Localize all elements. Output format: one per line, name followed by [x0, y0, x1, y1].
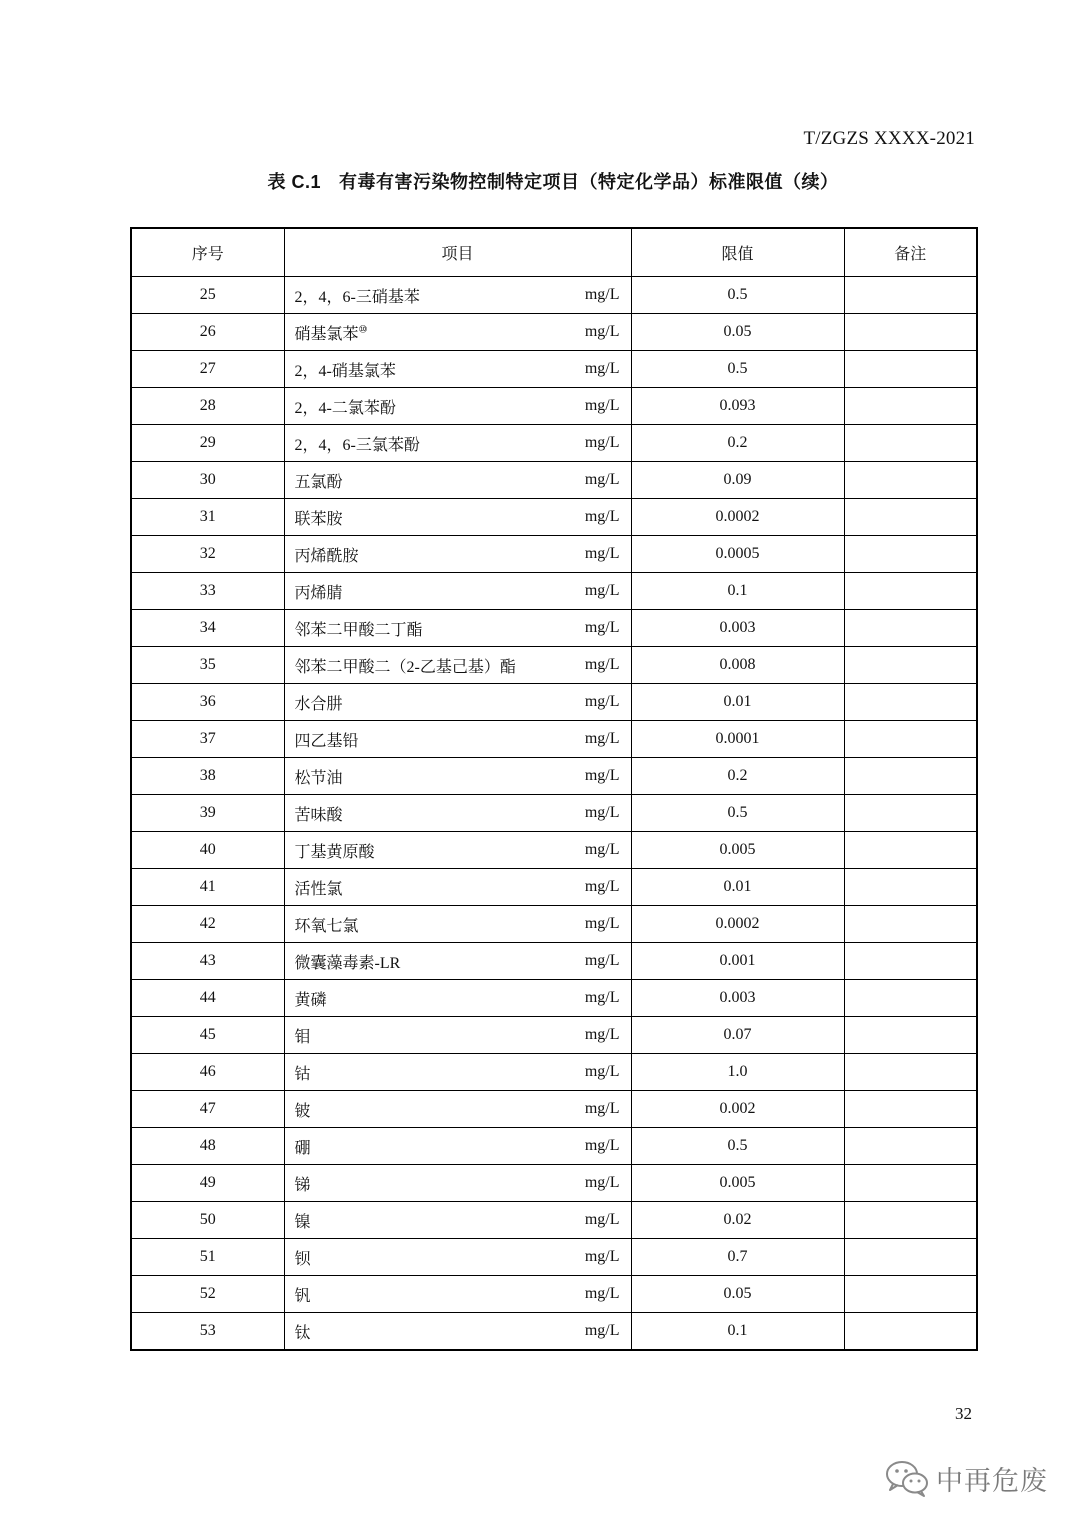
table-row [131, 277, 977, 314]
remark-cell [844, 1239, 977, 1276]
item-unit: mg/L [584, 878, 620, 895]
item-unit: mg/L [584, 582, 620, 599]
row-number: 50 [131, 1202, 284, 1239]
limit-value: 0.008 [631, 647, 844, 684]
row-number: 25 [131, 277, 284, 314]
table-body [131, 277, 977, 1351]
item-name: 活性氯 [294, 880, 343, 898]
row-number: 51 [131, 1239, 284, 1276]
row-number: 37 [131, 721, 284, 758]
table-row [131, 1276, 977, 1313]
item-cell [284, 1276, 631, 1313]
table-row [131, 425, 977, 462]
row-number: 48 [131, 1128, 284, 1165]
table-header-row [131, 228, 977, 277]
item-cell [284, 388, 631, 425]
item-cell [284, 1313, 631, 1351]
item-cell [284, 1054, 631, 1091]
table-row [131, 388, 977, 425]
table-row [131, 1165, 977, 1202]
item-name: 2，4，6-三硝基苯 [294, 288, 420, 306]
limit-value: 0.7 [631, 1239, 844, 1276]
item-name: 微囊藻毒素-LR [294, 954, 401, 972]
column-header-number: 序号 [131, 228, 284, 277]
remark-cell [844, 277, 977, 314]
item-cell [284, 351, 631, 388]
item-cell [284, 906, 631, 943]
item-cell [284, 980, 631, 1017]
item-name: 2，4-硝基氯苯 [294, 362, 396, 380]
item-cell [284, 721, 631, 758]
limit-value: 0.1 [631, 1313, 844, 1351]
item-name: 钒 [294, 1287, 311, 1305]
remark-cell [844, 388, 977, 425]
limit-value: 0.09 [631, 462, 844, 499]
wechat-icon [884, 1458, 930, 1498]
remark-cell [844, 1276, 977, 1313]
remark-cell [844, 980, 977, 1017]
item-name: 丁基黄原酸 [294, 843, 375, 861]
row-number: 31 [131, 499, 284, 536]
limit-value: 0.5 [631, 277, 844, 314]
table-row [131, 647, 977, 684]
item-unit: mg/L [584, 730, 620, 747]
limit-value: 0.003 [631, 610, 844, 647]
row-number: 42 [131, 906, 284, 943]
item-name: 镍 [294, 1213, 311, 1231]
item-unit: mg/L [584, 693, 620, 710]
remark-cell [844, 943, 977, 980]
remark-cell [844, 758, 977, 795]
item-unit: mg/L [584, 841, 620, 858]
row-number: 26 [131, 314, 284, 351]
remark-cell [844, 869, 977, 906]
item-unit: mg/L [584, 323, 620, 340]
limit-value: 0.05 [631, 1276, 844, 1313]
row-number: 53 [131, 1313, 284, 1351]
item-name: 环氧七氯 [294, 917, 359, 935]
item-cell [284, 1239, 631, 1276]
remark-cell [844, 721, 977, 758]
row-number: 33 [131, 573, 284, 610]
remark-cell [844, 1017, 977, 1054]
limit-value: 0.07 [631, 1017, 844, 1054]
item-unit: mg/L [584, 767, 620, 784]
table-row [131, 1054, 977, 1091]
row-number: 41 [131, 869, 284, 906]
item-name: 松节油 [294, 769, 343, 787]
remark-cell [844, 425, 977, 462]
item-cell [284, 314, 631, 351]
remark-cell [844, 351, 977, 388]
remark-cell [844, 1128, 977, 1165]
limit-value: 0.001 [631, 943, 844, 980]
remark-cell [844, 906, 977, 943]
table-row [131, 1091, 977, 1128]
item-cell [284, 1091, 631, 1128]
column-header-item: 项目 [284, 228, 631, 277]
watermark-text: 中再危废 [936, 1465, 1048, 1496]
row-number: 40 [131, 832, 284, 869]
item-unit: mg/L [584, 1322, 620, 1339]
limit-value: 0.1 [631, 573, 844, 610]
limit-value: 0.2 [631, 425, 844, 462]
item-cell [284, 795, 631, 832]
item-cell [284, 536, 631, 573]
item-cell [284, 869, 631, 906]
limit-value: 0.093 [631, 388, 844, 425]
watermark [884, 1458, 1048, 1498]
limit-value: 0.005 [631, 832, 844, 869]
row-number: 34 [131, 610, 284, 647]
limit-value: 0.0002 [631, 906, 844, 943]
item-unit: mg/L [584, 619, 620, 636]
limit-value: 0.05 [631, 314, 844, 351]
item-cell [284, 277, 631, 314]
item-unit: mg/L [584, 1211, 620, 1228]
row-number: 29 [131, 425, 284, 462]
remark-cell [844, 610, 977, 647]
remark-cell [844, 462, 977, 499]
remark-cell [844, 314, 977, 351]
table-row [131, 351, 977, 388]
item-cell [284, 610, 631, 647]
item-name: 四乙基铅 [294, 732, 359, 750]
row-number: 47 [131, 1091, 284, 1128]
remark-cell [844, 795, 977, 832]
item-unit: mg/L [584, 1137, 620, 1154]
row-number: 45 [131, 1017, 284, 1054]
table-row [131, 1202, 977, 1239]
item-cell [284, 425, 631, 462]
item-name: 钴 [294, 1065, 311, 1083]
remark-cell [844, 684, 977, 721]
column-header-limit: 限值 [631, 228, 844, 277]
item-name: 邻苯二甲酸二丁酯 [294, 621, 423, 639]
item-name: 苦味酸 [294, 806, 343, 824]
limit-value: 0.5 [631, 795, 844, 832]
row-number: 28 [131, 388, 284, 425]
limit-value: 0.01 [631, 869, 844, 906]
table-row [131, 314, 977, 351]
item-name: 丙烯酰胺 [294, 547, 359, 565]
table-title-label: 表 C.1 [267, 172, 321, 192]
item-cell [284, 1165, 631, 1202]
item-cell [284, 943, 631, 980]
column-header-remark: 备注 [844, 228, 977, 277]
limit-value: 0.5 [631, 1128, 844, 1165]
item-unit: mg/L [584, 286, 620, 303]
limit-value: 0.003 [631, 980, 844, 1017]
limit-value: 0.2 [631, 758, 844, 795]
item-name: 联苯胺 [294, 510, 343, 528]
item-unit: mg/L [584, 656, 620, 673]
table-row [131, 906, 977, 943]
item-unit: mg/L [584, 508, 620, 525]
limit-value: 1.0 [631, 1054, 844, 1091]
row-number: 52 [131, 1276, 284, 1313]
table-row [131, 758, 977, 795]
table-row [131, 1128, 977, 1165]
table-row [131, 536, 977, 573]
table-row [131, 573, 977, 610]
item-unit: mg/L [584, 1285, 620, 1302]
limit-value: 0.02 [631, 1202, 844, 1239]
table-row [131, 869, 977, 906]
item-cell [284, 1202, 631, 1239]
limit-value: 0.0002 [631, 499, 844, 536]
table-row [131, 610, 977, 647]
row-number: 36 [131, 684, 284, 721]
item-unit: mg/L [584, 360, 620, 377]
item-cell [284, 1128, 631, 1165]
item-name: 钡 [294, 1250, 311, 1268]
limit-value: 0.002 [631, 1091, 844, 1128]
item-name: 2，4-二氯苯酚 [294, 399, 396, 417]
remark-cell [844, 832, 977, 869]
row-number: 46 [131, 1054, 284, 1091]
item-name: 硼 [294, 1139, 311, 1157]
item-name: 硝基氯苯 [294, 325, 359, 343]
remark-cell [844, 499, 977, 536]
table-row [131, 1239, 977, 1276]
limit-value: 0.5 [631, 351, 844, 388]
table-row [131, 980, 977, 1017]
table-row [131, 499, 977, 536]
page-number: 32 [955, 1404, 972, 1423]
item-name: 水合肼 [294, 695, 343, 713]
item-name: 黄磷 [294, 991, 327, 1009]
remark-cell [844, 1091, 977, 1128]
item-unit: mg/L [584, 952, 620, 969]
document-code: T/ZGZS XXXX-2021 [803, 128, 975, 149]
item-name: 五氯酚 [294, 473, 343, 491]
limit-value: 0.01 [631, 684, 844, 721]
item-unit: mg/L [584, 545, 620, 562]
item-cell [284, 462, 631, 499]
remark-cell [844, 573, 977, 610]
table-row [131, 462, 977, 499]
remark-cell [844, 647, 977, 684]
item-name: 钛 [294, 1324, 311, 1342]
item-unit: mg/L [584, 1174, 620, 1191]
row-number: 49 [131, 1165, 284, 1202]
row-number: 43 [131, 943, 284, 980]
remark-cell [844, 1313, 977, 1351]
table-row [131, 1313, 977, 1351]
row-number: 39 [131, 795, 284, 832]
remark-cell [844, 536, 977, 573]
item-unit: mg/L [584, 471, 620, 488]
item-unit: mg/L [584, 1248, 620, 1265]
item-cell [284, 573, 631, 610]
item-unit: mg/L [584, 1063, 620, 1080]
row-number: 30 [131, 462, 284, 499]
item-unit: mg/L [584, 1026, 620, 1043]
limit-value: 0.0005 [631, 536, 844, 573]
row-number: 27 [131, 351, 284, 388]
item-cell [284, 1017, 631, 1054]
limits-table [130, 227, 978, 1351]
item-cell [284, 499, 631, 536]
item-name: 丙烯腈 [294, 584, 343, 602]
item-unit: mg/L [584, 434, 620, 451]
item-unit: mg/L [584, 915, 620, 932]
table-row [131, 1017, 977, 1054]
item-unit: mg/L [584, 804, 620, 821]
item-unit: mg/L [584, 1100, 620, 1117]
item-name: 2，4，6-三氯苯酚 [294, 436, 420, 454]
item-unit: mg/L [584, 989, 620, 1006]
table-row [131, 943, 977, 980]
item-name: 锑 [294, 1176, 311, 1194]
item-name: 钼 [294, 1028, 311, 1046]
remark-cell [844, 1202, 977, 1239]
row-number: 35 [131, 647, 284, 684]
item-cell [284, 684, 631, 721]
remark-cell [844, 1165, 977, 1202]
table-row [131, 795, 977, 832]
table-row [131, 832, 977, 869]
item-unit: mg/L [584, 397, 620, 414]
item-cell [284, 832, 631, 869]
item-cell [284, 647, 631, 684]
row-number: 38 [131, 758, 284, 795]
table-title-text: 有毒有害污染物控制特定项目（特定化学品）标准限值（续） [339, 172, 839, 192]
row-number: 44 [131, 980, 284, 1017]
row-number: 32 [131, 536, 284, 573]
table-title [130, 168, 976, 194]
remark-cell [844, 1054, 977, 1091]
footnote-marker: ⑩ [358, 324, 368, 336]
item-cell [284, 758, 631, 795]
table-row [131, 684, 977, 721]
table-row [131, 721, 977, 758]
item-name: 邻苯二甲酸二（2-乙基己基）酯 [294, 658, 516, 676]
limit-value: 0.0001 [631, 721, 844, 758]
limit-value: 0.005 [631, 1165, 844, 1202]
item-name: 铍 [294, 1102, 311, 1120]
